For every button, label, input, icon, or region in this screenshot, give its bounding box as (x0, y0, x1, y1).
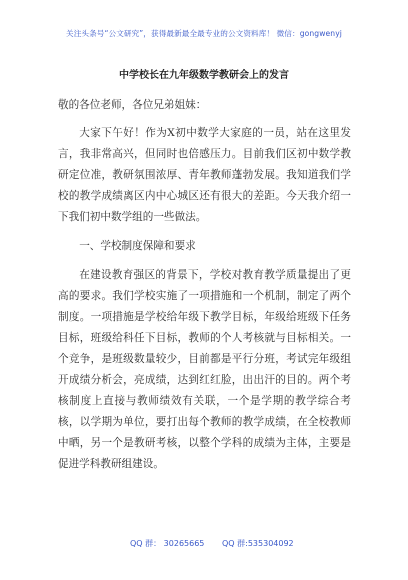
section-heading: 一、学校制度保障和要求 (79, 240, 196, 252)
body-paragraph: 在建设教育强区的背景下，学校对教育教学质量提出了更高的要求。我们学校实施了一项措施和一个机制，制定了两个制度。一项措施是学校给年级下教学目标，年级给班级下任务目标，班级给科任下目标，教师的个人考核就与目标相关。一个竞争，是班级数量较少，目前都是平行分班，考试完年级组开成绩分析会，亮成绩，达到红红脸，出出汗的目的。两个考核制度上直接与教师绩效有关联，一个是学期的教学综合考核，以学期为单位，要打出每个教师的教学成绩，在全校教师中晒，另一个是教研考核，以整个学科的成绩为主体，主要是促进学科教研组建设。 (58, 269, 351, 470)
body-paragraph: 大家下午好！作为X初中数学大家庭的一员，站在这里发言，我非常高兴，但同时也倍感压力。目前我们区初中数学教研定位准，教研氛围浓厚、青年教师蓬勃发展。我知道我们学校的教学成绩离区内中心城区还有很大的差距。今天我介绍一下我们初中数学组的一些做法。 (58, 127, 351, 223)
document-body (58, 95, 351, 475)
footer-qq-group-1: QQ 群： 30265665 (130, 539, 205, 548)
header-banner: 关注头条号“公文研究”，获得最新最全最专业的公文资料库！ 微信：gongwenyj (66, 29, 342, 38)
greeting-line: 敬的各位老师，各位兄弟姐妹： (58, 99, 207, 111)
document-title: 中学校长在九年级数学教研会上的发言 (119, 70, 289, 81)
footer-qq-group-2: QQ 群:535304092 (222, 539, 294, 548)
